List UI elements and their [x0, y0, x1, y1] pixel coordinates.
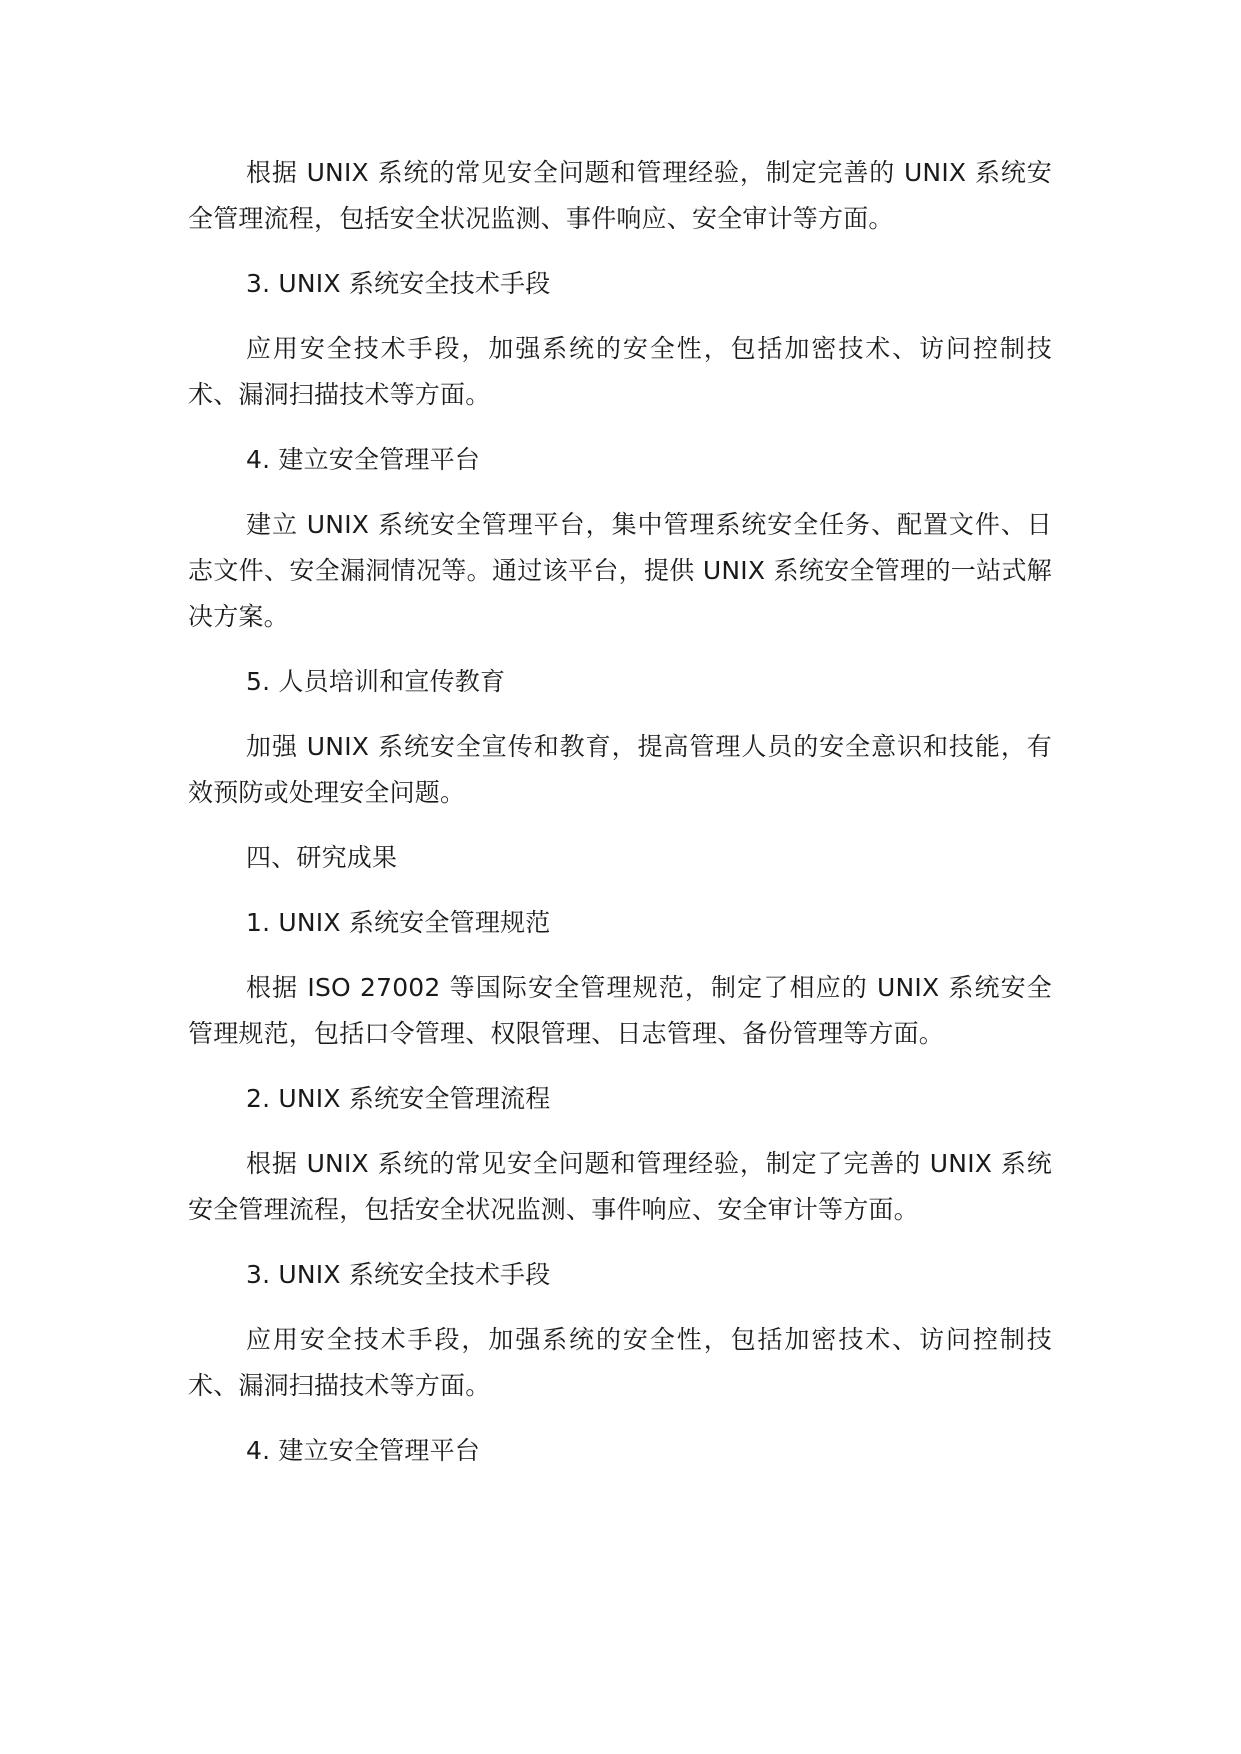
body-paragraph: 根据 ISO 27002 等国际安全管理规范，制定了相应的 UNIX 系统安全管理规范，包括口令管理、权限管理、日志管理、备份管理等方面。: [188, 973, 1052, 1048]
document-page: [188, 150, 1052, 1474]
body-paragraph: 应用安全技术手段，加强系统的安全性，包括加密技术、访问控制技术、漏洞扫描技术等方面。: [188, 1325, 1052, 1400]
section-heading: 4. 建立安全管理平台: [246, 445, 481, 474]
body-paragraph: 根据 UNIX 系统的常见安全问题和管理经验，制定完善的 UNIX 系统安全管理流程，包括安全状况监测、事件响应、安全审计等方面。: [188, 158, 1052, 233]
body-paragraph: 根据 UNIX 系统的常见安全问题和管理经验，制定了完善的 UNIX 系统安全管理流程，包括安全状况监测、事件响应、安全审计等方面。: [188, 1149, 1052, 1224]
section-heading: 2. UNIX 系统安全管理流程: [246, 1084, 551, 1113]
body-paragraph: 应用安全技术手段，加强系统的安全性，包括加密技术、访问控制技术、漏洞扫描技术等方面。: [188, 334, 1052, 409]
section-heading: 5. 人员培训和宣传教育: [246, 667, 506, 696]
section-heading: 3. UNIX 系统安全技术手段: [246, 269, 551, 298]
section-heading: 3. UNIX 系统安全技术手段: [246, 1260, 551, 1289]
chapter-heading: 四、研究成果: [246, 843, 398, 872]
body-paragraph: 加强 UNIX 系统安全宣传和教育，提高管理人员的安全意识和技能，有效预防或处理安全问题。: [188, 732, 1052, 807]
section-heading: 1. UNIX 系统安全管理规范: [246, 908, 551, 937]
body-paragraph: 建立 UNIX 系统安全管理平台，集中管理系统安全任务、配置文件、日志文件、安全漏洞情况等。通过该平台，提供 UNIX 系统安全管理的一站式解决方案。: [188, 510, 1052, 631]
section-heading: 4. 建立安全管理平台: [246, 1436, 481, 1465]
